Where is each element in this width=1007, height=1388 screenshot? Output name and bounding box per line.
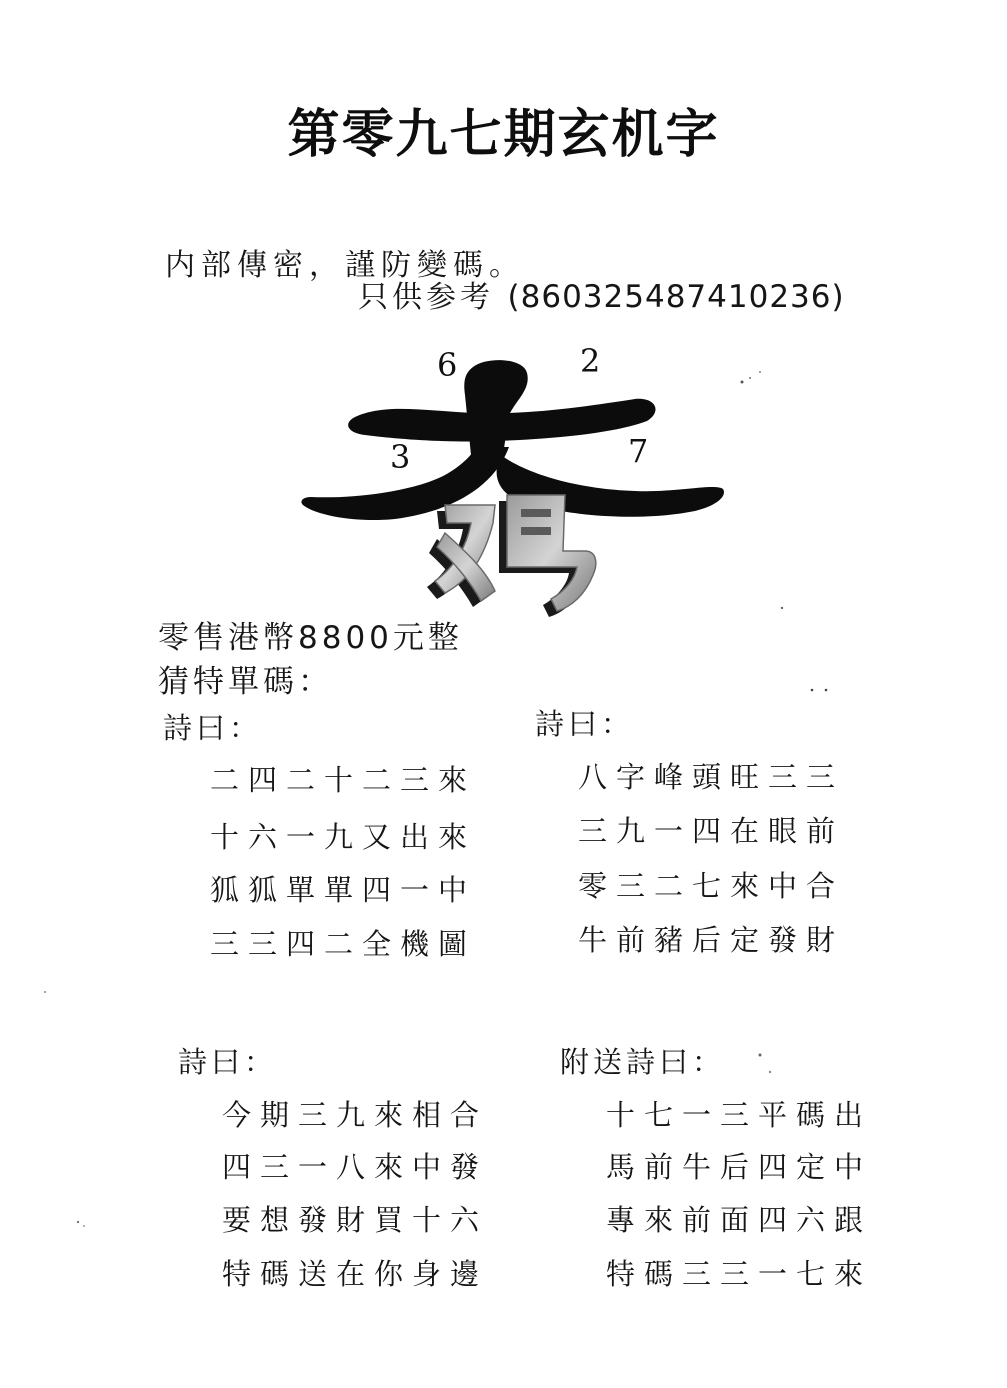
- notice-reference-label: 只供参考: [358, 280, 494, 315]
- poem-3-line-1: 今期三九來相合: [222, 1098, 489, 1132]
- poem-1-line-2: 十六一九又出來: [210, 820, 477, 854]
- logo-digit-top-left: 6: [437, 346, 458, 384]
- poem-2-line-3: 零三二七來中合: [578, 869, 845, 903]
- poem-3-line-3: 要想發財買十六: [222, 1203, 489, 1237]
- poem-3-line-2: 四三一八來中發: [222, 1150, 489, 1184]
- poem-3-line-4: 特碼送在你身邊: [222, 1257, 489, 1291]
- poem-2-line-2: 三九一四在眼前: [578, 814, 845, 848]
- notice-reference-code: (860325487410236): [507, 279, 845, 315]
- poem-4-line-3: 專來前面四六跟: [606, 1203, 873, 1237]
- poem-1-heading: 詩曰：: [163, 711, 263, 745]
- small-ji-character: [427, 495, 596, 617]
- poem-1-line-3: 狐狐單單四一中: [210, 873, 477, 907]
- notice-line-2: [358, 272, 845, 316]
- poem-4-line-2: 馬前牛后四定中: [606, 1150, 873, 1184]
- poem-4-line-4: 特碼三三一七來: [606, 1257, 873, 1291]
- poem-4-heading: 附送詩曰：: [560, 1045, 726, 1079]
- poem-2-line-4: 牛前豬后定發財: [578, 923, 845, 957]
- poem-1-line-4: 三三四二全機圖: [210, 927, 477, 961]
- logo-digit-bottom-right: 7: [628, 432, 649, 470]
- poem-4-line-1: 十七一三平碼出: [606, 1098, 873, 1132]
- poem-1-line-1: 二四二十二三來: [210, 763, 477, 797]
- poem-2-line-1: 八字峰頭旺三三: [578, 760, 845, 794]
- guess-line: 猜特單碼：: [158, 664, 333, 700]
- poem-3-heading: 詩曰：: [178, 1045, 278, 1079]
- rooster-logo: [295, 355, 725, 625]
- poem-2-heading: 詩曰：: [535, 707, 635, 741]
- price-line: 零售港幣8800元整: [158, 620, 463, 656]
- page-title: 第零九七期玄机字: [287, 104, 720, 165]
- logo-digit-top-right: 2: [580, 342, 601, 380]
- logo-digit-bottom-left: 3: [390, 438, 411, 476]
- notice-line-1: 内部傳密，謹防變碼。: [165, 248, 525, 283]
